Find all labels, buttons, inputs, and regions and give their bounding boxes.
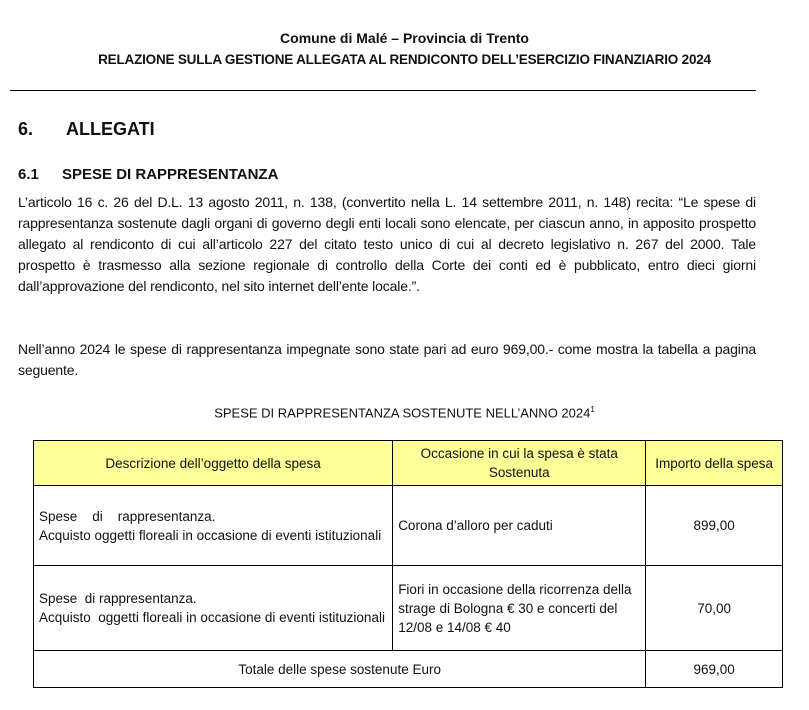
row-description-detail: Acquisto oggetti floreali in occasione di eventi istituzionali xyxy=(39,610,385,625)
subsection-title: SPESE DI RAPPRESENTANZA xyxy=(62,166,279,183)
row-description xyxy=(34,486,393,566)
column-header-description: Descrizione dell’oggetto della spesa xyxy=(34,441,393,486)
paragraph-summary: Nell’anno 2024 le spese di rappresentanza impegnate sono state pari ad euro 969,00.- come mostra la tabella a pagina seguente. xyxy=(18,341,756,378)
footnote-reference: 1 xyxy=(590,405,595,414)
row-occasion: Corona d’alloro per caduti xyxy=(393,486,646,566)
section-number: 6. xyxy=(18,119,34,139)
header-divider xyxy=(10,90,756,91)
row-amount: 899,00 xyxy=(646,486,783,566)
paragraph-legal-reference: L’articolo 16 c. 26 del D.L. 13 agosto 2011, n. 138, (convertito nella L. 14 settembre 2011, n. 148) recita: “Le spese di rappresentanza sostenute dagli organi di governo degli enti locali sono elencate, per ciascun anno, in apposito prospetto allegato al rendiconto di cui all’articolo 227 del citato testo unico di cui al decreto legislativo n. 267 del 2000. Tale prospetto è trasmesso alla sezione regionale di controllo della Corte dei conti ed è pubblicato, entro dieci giorni dall’approvazione del rendiconto, nel sito internet dell’ente locale.”. xyxy=(18,194,756,294)
column-header-occasion: Occasione in cui la spesa è stata Sostenuta xyxy=(393,441,646,486)
table-row xyxy=(34,566,783,651)
row-description-title: Spese di rappresentanza. xyxy=(39,591,197,606)
subsection-number: 6.1 xyxy=(18,166,39,183)
table-caption-text: SPESE DI RAPPRESENTANZA SOSTENUTE NELL’ANNO 2024 xyxy=(214,405,591,421)
total-amount: 969,00 xyxy=(646,651,783,688)
row-amount: 70,00 xyxy=(646,566,783,651)
row-description-title: Spese di rappresentanza. xyxy=(39,508,216,524)
table-total-row xyxy=(34,651,783,688)
table-caption xyxy=(0,405,809,420)
row-description-detail: Acquisto oggetti floreali in occasione di eventi istituzionali xyxy=(39,527,382,543)
total-label: Totale delle spese sostenute Euro xyxy=(34,651,646,688)
table-header-row xyxy=(34,441,783,486)
section-title: ALLEGATI xyxy=(66,119,155,139)
table-row xyxy=(34,486,783,566)
column-header-amount: Importo della spesa xyxy=(646,441,783,486)
row-occasion: Fiori in occasione della ricorrenza della strage di Bologna € 30 e concerti del 12/08 e 14/08 € 40 xyxy=(393,566,646,651)
expenses-table xyxy=(33,440,783,688)
document-header-municipality: Comune di Malé – Provincia di Trento xyxy=(280,30,529,46)
document-header-title: RELAZIONE SULLA GESTIONE ALLEGATA AL RENDICONTO DELL’ESERCIZIO FINANZIARIO 2024 xyxy=(98,52,711,67)
row-description xyxy=(34,566,393,651)
